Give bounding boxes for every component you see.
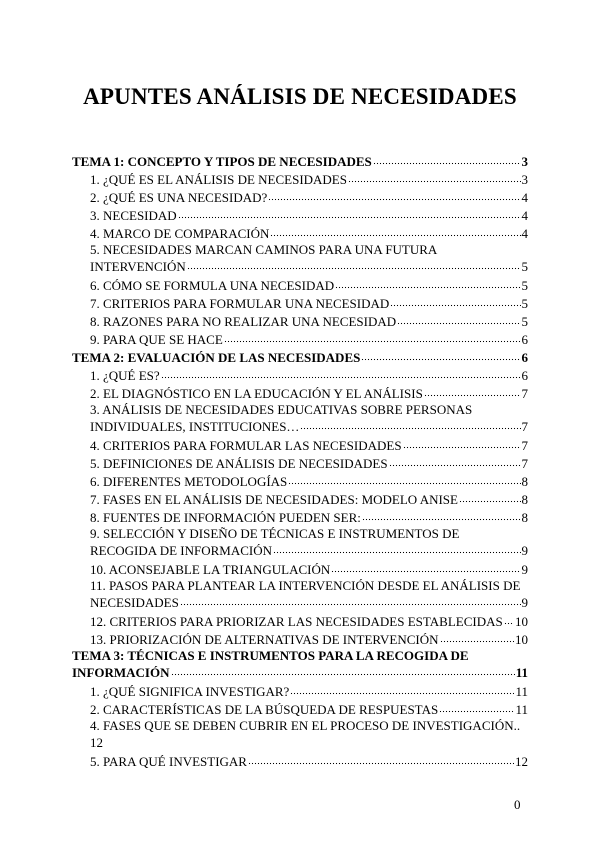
toc-entry-label-continued: INDIVIDUALES, INSTITUCIONES… (90, 419, 300, 434)
dot-leader (348, 176, 521, 184)
dot-leader (504, 618, 514, 626)
toc-page-number: 8 (521, 474, 528, 489)
toc-page-number: 5 (521, 259, 528, 274)
toc-entry-label: 1. ¿QUÉ SIGNIFICA INVESTIGAR? (90, 684, 290, 699)
toc-entry-label: 2. ¿QUÉ ES UNA NECESIDAD? (90, 190, 268, 205)
toc-entry[interactable] (72, 435, 528, 453)
dot-leader (390, 300, 520, 308)
dot-leader (361, 354, 520, 362)
toc-page-number: 8 (521, 492, 528, 507)
toc-page-number: 6 (521, 332, 528, 347)
toc-page-number: 3 (521, 154, 528, 169)
toc-page-number: 4 (521, 190, 528, 205)
toc-entry[interactable] (72, 223, 528, 241)
dot-leader (224, 336, 521, 344)
toc-entry[interactable] (72, 402, 528, 435)
dot-leader (459, 496, 521, 504)
toc-entry-label-continued: NECESIDADES (90, 595, 179, 610)
toc-entry[interactable] (72, 526, 528, 559)
toc-entry[interactable] (72, 471, 528, 489)
toc-topic-entry[interactable] (72, 151, 528, 169)
toc-page-number: 8 (521, 510, 528, 525)
toc-page-number: 6 (521, 350, 528, 365)
dot-leader (424, 390, 521, 398)
toc-entry-label: 9. PARA QUE SE HACE (90, 332, 223, 347)
dot-leader (389, 460, 521, 468)
toc-entry[interactable] (72, 751, 528, 769)
toc-page-number: 3 (521, 172, 528, 187)
toc-entry[interactable] (72, 205, 528, 223)
toc-entry-label: 12. CRITERIOS PARA PRIORIZAR LAS NECESIDADES ESTABLECIDAS (90, 614, 503, 629)
toc-page-number: 9 (521, 595, 528, 610)
document-title: APUNTES ANÁLISIS DE NECESIDADES (83, 84, 517, 109)
dot-leader (248, 758, 514, 766)
toc-page-number: 10 (515, 614, 528, 629)
toc-entry-label: 1. ¿QUÉ ES? (90, 368, 160, 383)
dot-leader (397, 318, 520, 326)
dot-leader (362, 514, 521, 522)
toc-entry-label: 9. SELECCIÓN Y DISEÑO DE TÉCNICAS E INSTRUMENTOS DE (90, 526, 460, 541)
dot-leader (331, 566, 520, 574)
dot-leader (440, 636, 514, 644)
toc-page-number: 11 (515, 665, 528, 680)
toc-entry[interactable] (72, 489, 528, 507)
toc-entry[interactable] (72, 578, 528, 611)
toc-page-number: 10 (515, 632, 528, 647)
toc-page-number: 5 (521, 278, 528, 293)
table-of-contents (72, 151, 528, 769)
toc-entry-label: 7. CRITERIOS PARA FORMULAR UNA NECESIDAD (90, 296, 390, 311)
dot-leader (273, 547, 520, 555)
toc-topic-entry[interactable] (72, 648, 528, 681)
toc-entry[interactable] (72, 329, 528, 347)
toc-entry[interactable] (72, 187, 528, 205)
toc-page-number: 7 (521, 386, 528, 401)
dot-leader (335, 282, 520, 290)
toc-entry-label: 5. NECESIDADES MARCAN CAMINOS PARA UNA FUTURA (90, 242, 438, 257)
toc-entry-label: 13. PRIORIZACIÓN DE ALTERNATIVAS DE INTERVENCIÓN (90, 632, 439, 647)
toc-page-number: 4 (521, 208, 528, 223)
toc-entry[interactable] (72, 507, 528, 525)
toc-entry[interactable] (72, 383, 528, 401)
toc-page-number: 9 (521, 543, 528, 558)
dot-leader (178, 212, 521, 220)
toc-entry-label: 7. FASES EN EL ANÁLISIS DE NECESIDADES: MODELO ANISE (90, 492, 458, 507)
toc-page-number: 11 (515, 702, 528, 717)
dot-leader (288, 478, 520, 486)
toc-entry-label: 2. CARACTERÍSTICAS DE LA BÚSQUEDA DE RESPUESTAS (90, 702, 439, 717)
toc-entry-label: 4. FASES QUE SE DEBEN CUBRIR EN EL PROCESO DE INVESTIGACIÓN.. (90, 718, 521, 733)
dot-leader (187, 263, 521, 271)
toc-entry[interactable] (72, 629, 528, 647)
toc-entry-label: 4. MARCO DE COMPARACIÓN (90, 226, 270, 241)
toc-entry-label: 5. DEFINICIONES DE ANÁLISIS DE NECESIDADES (90, 456, 388, 471)
toc-page-number: 7 (521, 456, 528, 471)
toc-entry-label: TEMA 2: EVALUACIÓN DE LAS NECESIDADES (72, 350, 361, 365)
dot-leader (403, 442, 521, 450)
toc-entry-label: 6. CÓMO SE FORMULA UNA NECESIDAD (90, 278, 335, 293)
toc-entry-label-continued: INFORMACIÓN (72, 665, 170, 680)
toc-entry[interactable] (72, 311, 528, 329)
toc-entry-label: 4. CRITERIOS PARA FORMULAR LAS NECESIDADES (90, 438, 402, 453)
toc-entry-label: 8. RAZONES PARA NO REALIZAR UNA NECESIDAD (90, 314, 397, 329)
toc-entry-label-continued: INTERVENCIÓN (90, 259, 186, 274)
toc-entry[interactable] (72, 611, 528, 629)
toc-entry[interactable] (72, 453, 528, 471)
toc-entry-label: 8. FUENTES DE INFORMACIÓN PUEDEN SER: (90, 510, 361, 525)
toc-entry-label: 5. PARA QUÉ INVESTIGAR (90, 754, 247, 769)
toc-entry[interactable] (72, 365, 528, 383)
toc-page-number: 7 (521, 419, 528, 434)
toc-entry[interactable] (72, 169, 528, 187)
toc-entry-label: TEMA 3: TÉCNICAS E INSTRUMENTOS PARA LA RECOGIDA DE (72, 648, 469, 663)
toc-entry-label: 11. PASOS PARA PLANTEAR LA INTERVENCIÓN DESDE EL ANÁLISIS DE (90, 578, 521, 593)
toc-page-number: 4 (521, 226, 528, 241)
toc-entry-label-continued: RECOGIDA DE INFORMACIÓN (90, 543, 273, 558)
dot-leader (439, 706, 514, 714)
toc-entry-label: TEMA 1: CONCEPTO Y TIPOS DE NECESIDADES (72, 154, 372, 169)
toc-entry[interactable] (72, 293, 528, 311)
toc-page-number: 5 (521, 296, 528, 311)
toc-page-number: 5 (521, 314, 528, 329)
toc-entry-label: 6. DIFERENTES METODOLOGÍAS (90, 474, 288, 489)
toc-page-number: 9 (521, 562, 528, 577)
toc-entry[interactable] (72, 681, 528, 699)
dot-leader (270, 230, 520, 238)
dot-leader (373, 158, 521, 166)
toc-page-number: 6 (521, 368, 528, 383)
dot-leader (161, 372, 521, 380)
toc-page-number: 12 (90, 735, 103, 750)
toc-entry-label: 2. EL DIAGNÓSTICO EN LA EDUCACIÓN Y EL ANÁLISIS (90, 386, 423, 401)
page-number: 0 (514, 797, 521, 812)
dot-leader (290, 688, 514, 696)
toc-entry[interactable] (72, 559, 528, 577)
toc-entry-label: 3. ANÁLISIS DE NECESIDADES EDUCATIVAS SOBRE PERSONAS (90, 402, 473, 417)
dot-leader (268, 194, 520, 202)
toc-entry[interactable] (72, 718, 528, 751)
dot-leader (171, 669, 515, 677)
toc-entry-label: 1. ¿QUÉ ES EL ANÁLISIS DE NECESIDADES (90, 172, 347, 187)
toc-entry-label: 3. NECESIDAD (90, 208, 177, 223)
toc-page-number: 7 (521, 438, 528, 453)
toc-page-number: 12 (515, 754, 528, 769)
toc-entry[interactable] (72, 242, 528, 275)
toc-entry-label: 10. ACONSEJABLE LA TRIANGULACIÓN (90, 562, 331, 577)
toc-entry[interactable] (72, 275, 528, 293)
toc-entry[interactable] (72, 699, 528, 717)
toc-topic-entry[interactable] (72, 347, 528, 365)
dot-leader (300, 423, 520, 431)
toc-page-number: 11 (515, 684, 528, 699)
dot-leader (180, 599, 521, 607)
